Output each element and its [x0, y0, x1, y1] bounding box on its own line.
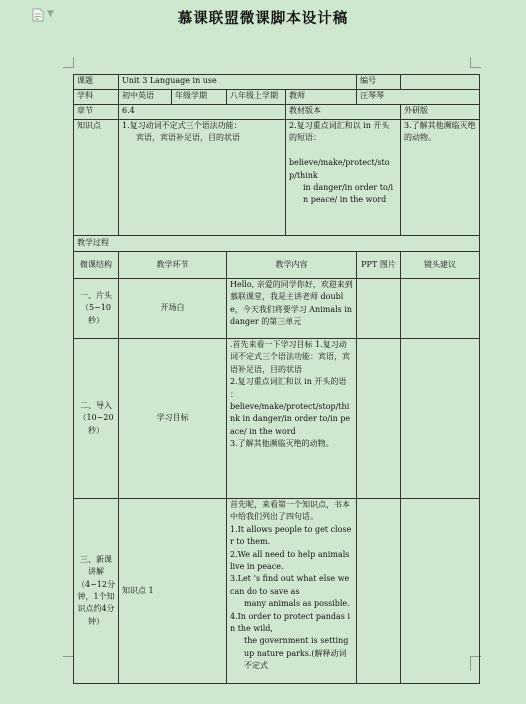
knowledge-1-line-a: 1.复习动词不定式三个语法功能：	[122, 121, 242, 130]
process-label: 教学过程	[74, 236, 480, 252]
header-ppt: PPT 图片	[357, 252, 401, 279]
row-3-line: the government is setting up nature parks.(解释动词不定式	[244, 636, 349, 671]
row-3-step: 知识点 1	[119, 499, 227, 684]
header-content: 教学内容	[227, 252, 357, 279]
grade-label: 年级学期	[172, 90, 227, 105]
knowledge-point-1[interactable]	[119, 120, 286, 236]
knowledge-2-line-a: 2.复习重点词汇和以 in 开头的短语：	[289, 121, 390, 143]
row-2-line: believe/make/protect/stop/think in danger/in order to/in peace/ in the word	[230, 401, 351, 436]
knowledge-2-line-b: believe/make/protect/stop/think	[289, 158, 390, 180]
row-3-line: 4.In order to protect pandas in the wild,	[230, 611, 351, 633]
row-1-ppt[interactable]	[357, 279, 401, 339]
knowledge-point-3[interactable]: 3.了解其他濒临灭绝的动物。	[401, 120, 480, 236]
page-title: 慕课联盟微课脚本设计稿	[177, 11, 349, 27]
row-3-line: 3.Let ’s find out what else we can do to save as	[230, 574, 350, 596]
row-3-ppt[interactable]	[357, 499, 401, 684]
knowledge-2-line-c: in danger/in order to/in peace/ in the word	[303, 182, 394, 205]
chevron-down-icon[interactable]: ▼	[47, 9, 54, 19]
knowledge-1-line-b: 宾语，宾语补足语，目的状语	[136, 133, 240, 143]
section-value[interactable]: 6.4	[119, 105, 286, 120]
row-2-camera[interactable]	[401, 339, 480, 499]
row-3-line: 1.It allows people to get closer to them.	[230, 524, 352, 547]
row-1-camera[interactable]	[401, 279, 480, 339]
row-1-content[interactable]: Hello, 亲爱的同学你好，欢迎来到慕联课堂，我是主讲老师 double，今天我们将要学习 Animals in danger 的第三单元	[227, 279, 357, 339]
teacher-value[interactable]: 汪琴琴	[357, 90, 480, 105]
row-3-line: 首先呢，来看第一个知识点，书本中给我们列出了四句话。	[230, 500, 350, 522]
header-camera: 镜头建议	[401, 252, 480, 279]
row-3-line: 2.We all need to help animals live in peace.	[230, 549, 350, 571]
row-3-camera[interactable]	[401, 499, 480, 684]
knowledge-point-2[interactable]	[286, 120, 401, 236]
teacher-label: 教师	[286, 90, 357, 105]
row-1-step: 开场白	[119, 279, 227, 339]
row-3-content[interactable]	[227, 499, 357, 684]
row-2-line: 3.了解其他濒临灭绝的动物。	[230, 439, 334, 449]
number-label: 编号	[357, 75, 401, 90]
knowledge-label: 知识点	[74, 120, 119, 236]
topic-value[interactable]: Unit 3 Language in use	[119, 75, 357, 90]
row-2-line: 2.复习重点词汇和以 in 开头的语 ：	[230, 377, 347, 399]
crop-mark-top-right	[470, 57, 481, 68]
row-3-line: many animals as possible.	[244, 599, 350, 609]
number-value[interactable]	[401, 75, 480, 90]
edition-label: 教材版本	[286, 105, 401, 120]
edition-value[interactable]: 外研版	[401, 105, 480, 120]
row-1-structure: 一、片头（5~10秒）	[74, 279, 119, 339]
row-3-structure: 三、新课讲解（4~12分钟，1个知识点约4分钟）	[74, 499, 119, 684]
section-label: 章节	[74, 105, 119, 120]
grade-value[interactable]: 八年级上学期	[227, 90, 286, 105]
row-2-line: .首先来看一下学习目标 1.复习动词不定式三个语法功能：宾语，宾语补足语，目的状语	[230, 340, 350, 374]
crop-mark-top-left	[63, 57, 74, 68]
subject-value[interactable]: 初中英语	[119, 90, 172, 105]
row-2-step: 学习目标	[119, 339, 227, 499]
row-2-content[interactable]	[227, 339, 357, 499]
row-2-structure: 二、导入（10~20秒）	[74, 339, 119, 499]
topic-label: 课题	[74, 75, 119, 90]
header-step: 教学环节	[119, 252, 227, 279]
subject-label: 学科	[74, 90, 119, 105]
header-structure: 微课结构	[74, 252, 119, 279]
row-2-ppt[interactable]	[357, 339, 401, 499]
script-table	[73, 74, 480, 684]
